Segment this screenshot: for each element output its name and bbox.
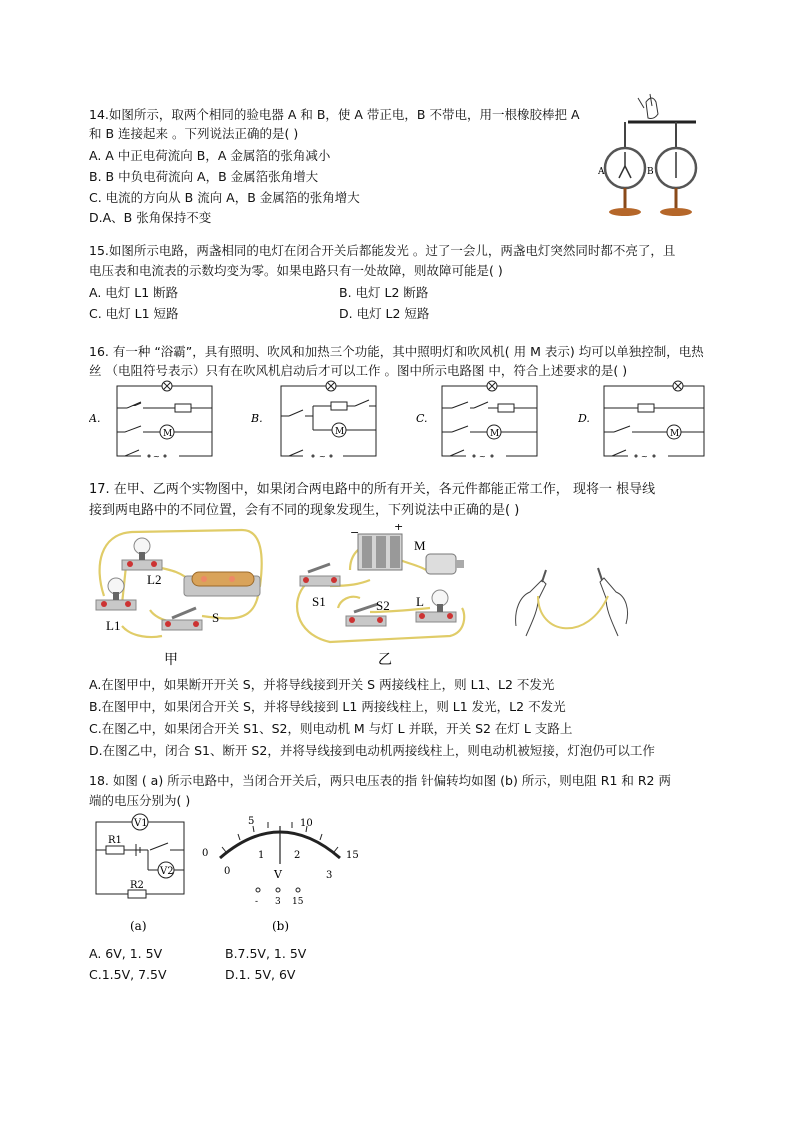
q17-label-s: S (212, 610, 220, 625)
q18-outer-tick-10: 10 (300, 818, 313, 829)
q17-stem-line1: 17. 在甲、乙两个实物图中，如果闭合两电路中的所有开关，各元件都能正常工作， 现将一 根导线 (89, 482, 656, 497)
svg-text:~: ~ (641, 452, 648, 461)
q18-inner-tick-1: 1 (258, 850, 265, 861)
q14-option-b: B. B 中负电荷流向 A，B 金属箔张角增大 (89, 169, 319, 184)
q16-motor-b: M (335, 427, 345, 437)
q17-caption-jia: 甲 (164, 652, 178, 668)
svg-text:~: ~ (153, 452, 160, 461)
q17-label-s2: S2 (376, 598, 390, 613)
svg-text:+: + (394, 524, 404, 533)
q18-caption-a: (a) (130, 919, 147, 933)
q18-outer-tick-5: 5 (248, 816, 255, 827)
q17-caption-yi: 乙 (378, 652, 392, 668)
q16-motor-d: M (670, 429, 680, 439)
q16-circuit-d (578, 378, 710, 464)
q14-stem-line1: 14.如图所示，取两个相同的验电器 A 和 B，使 A 带正电，B 不带电，用一根橡胶棒把 A (89, 107, 580, 122)
q18-unit-v: V (274, 868, 282, 881)
q16-stem-line1: 16. 有一种 “浴霸”，具有照明、吹风和加热三个功能，其中照明灯和吹风机( 用 M 表示) 均可以单独控制，电热 (89, 344, 704, 359)
q18-outer-tick-0: 0 (202, 848, 209, 859)
q15-option-c: C. 电灯 L1 短路 (89, 306, 179, 321)
q14-electroscope-figure (598, 92, 713, 224)
q17-label-l1: L1 (106, 618, 121, 633)
svg-text:−: − (350, 526, 360, 539)
q18-option-b: B.7.5V, 1. 5V (225, 946, 307, 961)
q18-inner-tick-0: 0 (224, 866, 231, 877)
q18-voltmeter-dial (196, 812, 366, 938)
q14-label-a: A (598, 167, 605, 177)
q18-inner-tick-2: 2 (294, 850, 301, 861)
q17-option-a: A.在图甲中，如果断开开关 S，并将导线接到开关 S 两接线柱上，则 L1、L2 不发光 (89, 677, 555, 692)
q15-option-b: B. 电灯 L2 断路 (339, 285, 429, 300)
q18-stem-line1: 18. 如图 ( a) 所示电路中，当闭合开关后，两只电压表的指 针偏转均如图 (b) 所示，则电阻 R1 和 R2 两 (89, 773, 671, 788)
q14-option-c: C. 电流的方向从 B 流向 A，B 金属箔的张角增大 (89, 190, 360, 205)
q17-option-d: D.在图乙中，闭合 S1、断开 S2，并将导线接到电动机两接线柱上，则电动机被短接，灯泡仍可以工作 (89, 743, 655, 758)
svg-text:~: ~ (319, 452, 326, 461)
q18-option-d: D.1. 5V, 6V (225, 967, 296, 982)
q18-stem-line2: 端的电压分别为( ) (89, 793, 191, 808)
q18-label-r1: R1 (108, 835, 122, 846)
q18-option-a: A. 6V, 1. 5V (89, 946, 163, 961)
q18-circuit-a (92, 812, 192, 938)
q18-terminal-3: 3 (275, 897, 281, 907)
q17-label-l: L (416, 594, 424, 609)
q18-caption-b: (b) (272, 919, 290, 933)
q17-figure-yi (290, 524, 480, 670)
q15-option-a: A. 电灯 L1 断路 (89, 285, 179, 300)
q18-terminal-neg: - (255, 897, 259, 907)
q16-motor-c: M (490, 429, 500, 439)
q15-stem-line2: 电压表和电流表的示数均变为零。如果电路只有一处故障，则故障可能是( ) (89, 263, 503, 278)
q16-circuit-a (89, 378, 219, 464)
q17-stem-line2: 接到两电路中的不同位置，会有不同的现象发现生，下列说法中正确的是( ) (89, 503, 520, 518)
q16-label-b: B. (251, 412, 263, 425)
q16-label-d: D. (578, 412, 590, 425)
q14-option-a: A. A 中正电荷流向 B，A 金属箔的张角减小 (89, 148, 331, 163)
q16-stem-line2: 丝 （电阻符号表示）只有在吹风机启动后才可以工作 。图中所示电路图 中，符合上述要求的是( ) (89, 363, 628, 378)
q17-option-b: B.在图甲中，如果闭合开关 S，并将导线接到 L1 两接线柱上，则 L1 发光，L2 不发光 (89, 699, 566, 714)
q14-option-d: D.A、B 张角保持不变 (89, 210, 212, 225)
q18-label-r2: R2 (130, 880, 144, 891)
q18-terminal-15: 15 (292, 897, 304, 907)
q17-figure-jia (92, 526, 272, 668)
q18-label-v1: V1 (134, 818, 148, 829)
q18-inner-tick-3: 3 (326, 870, 333, 881)
q14-stem-line2: 和 B 连接起来 。下列说法正确的是( ) (89, 126, 299, 141)
q18-option-c: C.1.5V, 7.5V (89, 967, 167, 982)
q16-label-a: A. (89, 412, 101, 425)
q18-outer-tick-15: 15 (346, 850, 359, 861)
q16-label-c: C. (416, 412, 428, 425)
q15-option-d: D. 电灯 L2 短路 (339, 306, 430, 321)
q17-label-m: M (414, 538, 426, 553)
svg-text:~: ~ (479, 452, 486, 461)
q17-option-c: C.在图乙中，如果闭合开关 S1、S2，则电动机 M 与灯 L 并联，开关 S2 在灯 L 支路上 (89, 721, 573, 736)
q16-circuit-b (251, 378, 383, 464)
q16-motor-a: M (163, 429, 173, 439)
q18-label-v2: V2 (160, 866, 174, 877)
q14-label-b: B (647, 167, 654, 177)
q16-circuit-c (416, 378, 546, 464)
q17-label-s1: S1 (312, 594, 326, 609)
q15-stem-line1: 15.如图所示电路，两盏相同的电灯在闭合开关后都能发光 。过了一会儿，两盏电灯突然同时都不亮了，且 (89, 243, 676, 258)
q17-hands-wire-figure (508, 566, 638, 656)
q17-label-l2: L2 (147, 572, 162, 587)
